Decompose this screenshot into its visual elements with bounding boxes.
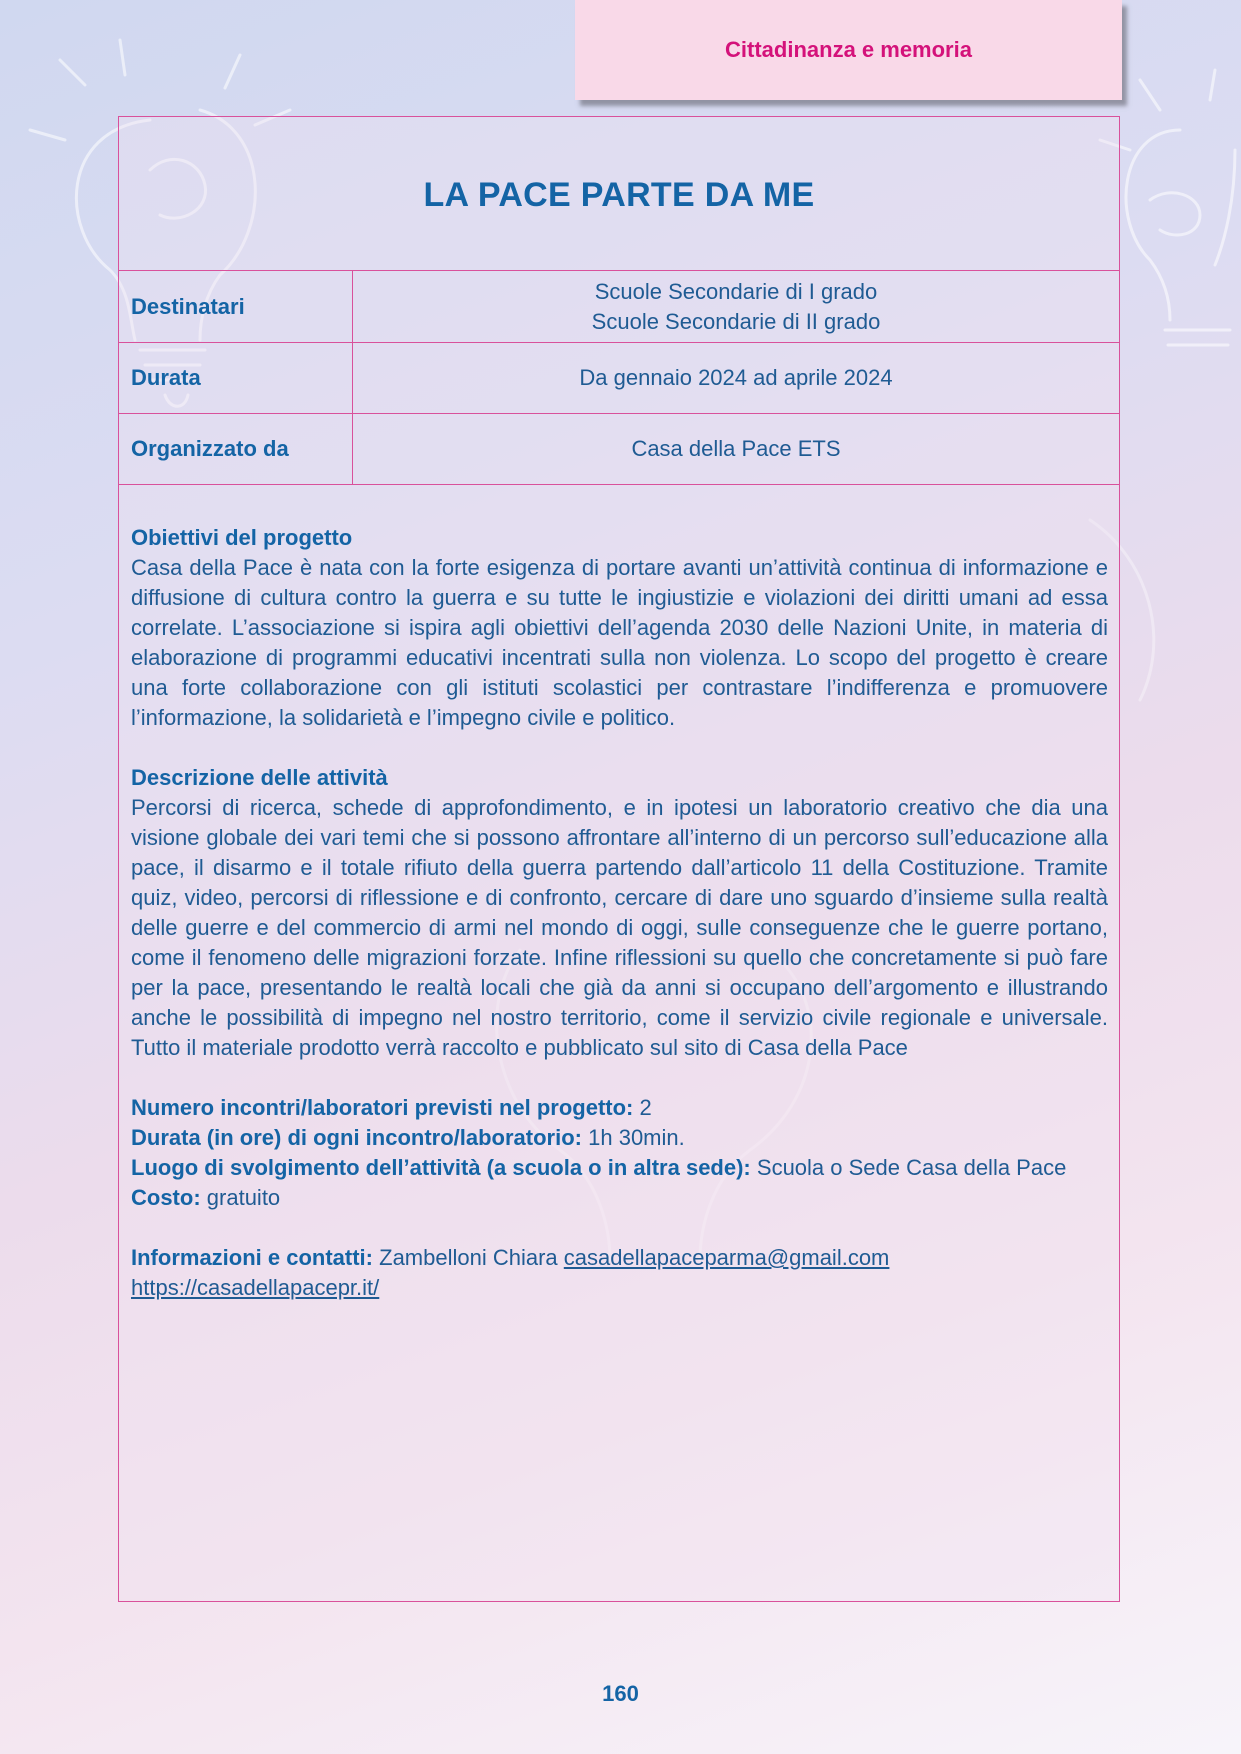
section-tab: [575, 0, 1122, 100]
email-link[interactable]: casadellapaceparma@gmail.com: [563, 1245, 890, 1270]
durata-incontro-label: Durata (in ore) di ogni incontro/laboratorio:: [131, 1125, 582, 1150]
destinatari-line1: Scuole Secondarie di I grado: [594, 278, 878, 304]
website-link[interactable]: https://casadellapacepr.it/: [131, 1275, 380, 1300]
organizzato-value-text: Casa della Pace ETS: [631, 436, 841, 461]
destinatari-label: Destinatari: [119, 271, 353, 342]
numero-value: 2: [639, 1095, 652, 1120]
organizzato-label: Organizzato da: [119, 414, 353, 484]
obiettivi-text: Casa della Pace è nata con la forte esigenza di portare avanti un’attività continua di informazione e diffusione di cultura contro la guerra e su tutte le ingiustizie e violazioni dei diritti umani ad essa correlate. L’associazione si ispira agli obiettivi dell’agenda 2030 delle Nazioni Unite, in materia di elaborazione di programmi educativi incentrati sulla non violenza. Lo scopo del progetto è creare una forte collaborazione con gli istituti scolastici per contrastare l’indifferenza e promuovere l’informazione, la solidarietà e l’impegno civile e politico.: [131, 555, 1108, 730]
descrizione-heading: Descrizione delle attività: [131, 765, 388, 790]
destinatari-value: [353, 271, 1119, 342]
contatti-label: Informazioni e contatti:: [131, 1245, 373, 1270]
durata-value: [353, 343, 1119, 413]
row-destinatari: [119, 271, 1119, 343]
contatti: [131, 1243, 1108, 1273]
durata-label: Durata: [119, 343, 353, 413]
costo: [131, 1183, 1108, 1213]
descrizione-text: Percorsi di ricerca, schede di approfondimento, e in ipotesi un laboratorio creativo che dia una visione globale dei vari temi che si possono affrontare all’interno di un percorso sull’educazione alla pace, il disarmo e il totale rifiuto della guerra partendo dall’articolo 11 della Costituzione. Tramite quiz, video, percorsi di riflessione e di confronto, cercare di dare uno sguardo d’insieme sulla realtà delle guerre e del commercio di armi nel mondo di oggi, sulle conseguenze che le guerre portano, come il fenomeno delle migrazioni forzate. Infine riflessioni su quello che concretamente si può fare per la pace, presentando le realtà locali che già da anni si occupano dell’argomento e illustrando anche le possibilità di impegno nel nostro territorio, come il servizio civile regionale e universale. Tutto il materiale prodotto verrà raccolto e pubblicato sul sito di Casa della Pace: [131, 795, 1108, 1060]
project-card: [118, 116, 1120, 1602]
durata-value-text: Da gennaio 2024 ad aprile 2024: [579, 365, 893, 390]
row-durata: [119, 343, 1119, 414]
section-tab-label: Cittadinanza e memoria: [725, 37, 972, 62]
page-number: 160: [602, 1681, 639, 1706]
destinatari-line2: Scuole Secondarie di II grado: [591, 308, 881, 334]
contatti-name: Zambelloni Chiara: [379, 1245, 558, 1270]
durata-incontro: [131, 1123, 1108, 1153]
body-text: [119, 485, 1119, 1303]
costo-value: gratuito: [206, 1185, 281, 1210]
title-row: [119, 117, 1119, 271]
numero-label: Numero incontri/laboratori previsti nel progetto:: [131, 1095, 634, 1120]
page-title: LA PACE PARTE DA ME: [423, 176, 815, 214]
luogo-label: Luogo di svolgimento dell’attività (a scuola o in altra sede):: [131, 1155, 751, 1180]
durata-incontro-value: 1h 30min.: [588, 1125, 685, 1150]
row-organizzato: [119, 414, 1119, 485]
website-line: [131, 1273, 1108, 1303]
obiettivi-heading: Obiettivi del progetto: [131, 525, 353, 550]
costo-label: Costo:: [131, 1185, 201, 1210]
numero-incontri: [131, 1093, 1108, 1123]
luogo-value: Scuola o Sede Casa della Pace: [756, 1155, 1067, 1180]
organizzato-value: [353, 414, 1119, 484]
luogo-svolgimento: [131, 1153, 1108, 1183]
